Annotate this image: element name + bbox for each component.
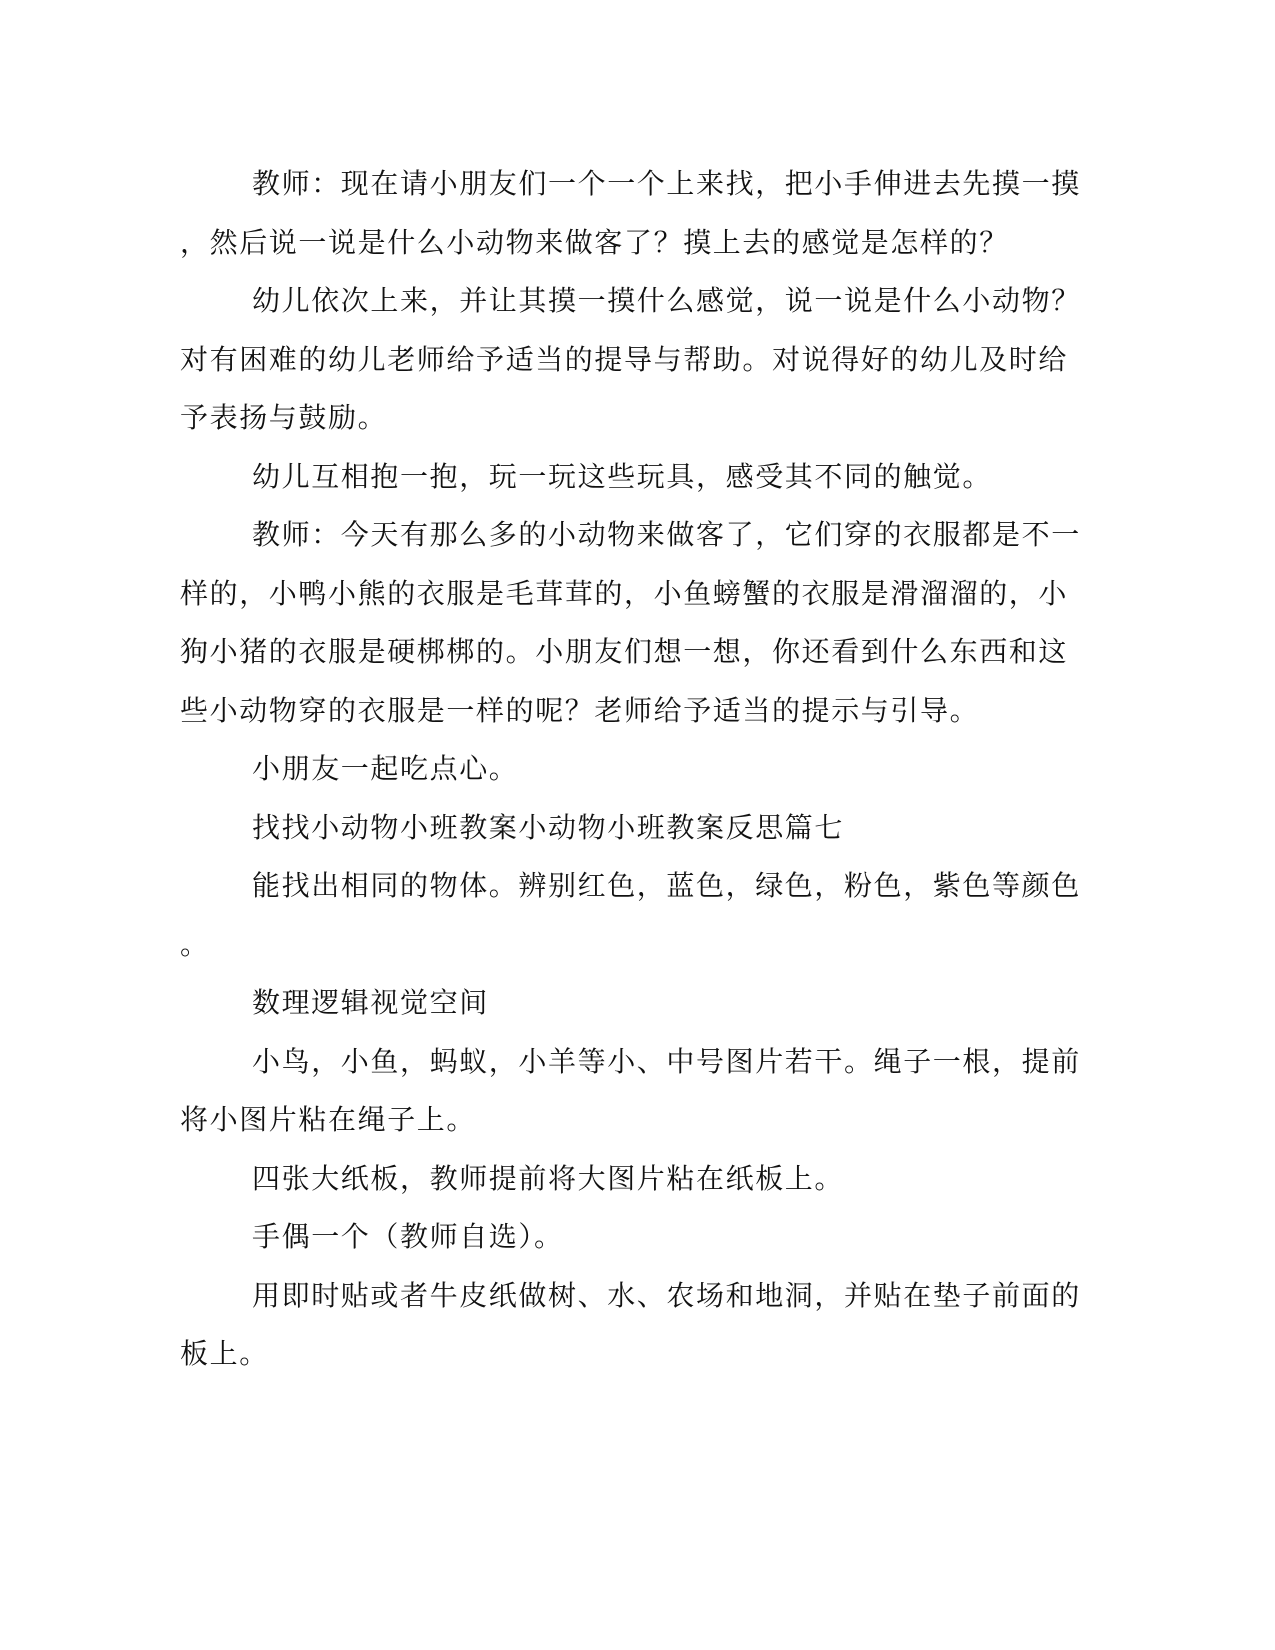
- text-line: 教师：今天有那么多的小动物来做客了，它们穿的衣服都是不一: [252, 518, 1081, 551]
- text-line: 四张大纸板，教师提前将大图片粘在纸板上。: [252, 1161, 845, 1195]
- text-line: 幼儿互相抱一抱，玩一玩这些玩具，感受其不同的触觉。: [252, 459, 993, 493]
- text-line: 能找出相同的物体。辨别红色，蓝色，绿色，粉色，紫色等颜色: [252, 869, 1081, 902]
- text-line: 数理逻辑视觉空间: [252, 986, 489, 1019]
- text-line: 样的，小鸭小熊的衣服是毛茸茸的，小鱼螃蟹的衣服是滑溜溜的，小: [180, 576, 1069, 610]
- text-line: 教师：现在请小朋友们一个一个上来找，把小手伸进去先摸一摸: [252, 167, 1081, 200]
- section-heading: 找找小动物小班教案小动物小班教案反思篇七: [252, 810, 845, 844]
- text-line: 将小图片粘在绳子上。: [180, 1103, 477, 1136]
- text-line: 。: [180, 927, 210, 961]
- text-line: 用即时贴或者牛皮纸做树、水、农场和地洞，并贴在垫子前面的: [252, 1278, 1081, 1312]
- document-body: [180, 155, 1081, 1384]
- text-line: 手偶一个（教师自选）。: [252, 1220, 564, 1253]
- text-line: 狗小猪的衣服是硬梆梆的。小朋友们想一想，你还看到什么东西和这: [180, 635, 1069, 668]
- text-line: 些小动物穿的衣服是一样的呢？老师给予适当的提示与引导。: [180, 693, 980, 727]
- text-line: 小鸟，小鱼，蚂蚁，小羊等小、中号图片若干。绳子一根，提前: [252, 1044, 1081, 1078]
- text-line: 小朋友一起吃点心。: [252, 752, 519, 785]
- text-line: ，然后说一说是什么小动物来做客了？摸上去的感觉是怎样的？: [180, 225, 1009, 259]
- text-line: 板上。: [180, 1337, 269, 1370]
- text-line: 对有困难的幼儿老师给予适当的提导与帮助。对说得好的幼儿及时给: [180, 342, 1069, 376]
- text-line: 幼儿依次上来，并让其摸一摸什么感觉，说一说是什么小动物？: [252, 284, 1081, 317]
- text-line: 予表扬与鼓励。: [180, 401, 388, 434]
